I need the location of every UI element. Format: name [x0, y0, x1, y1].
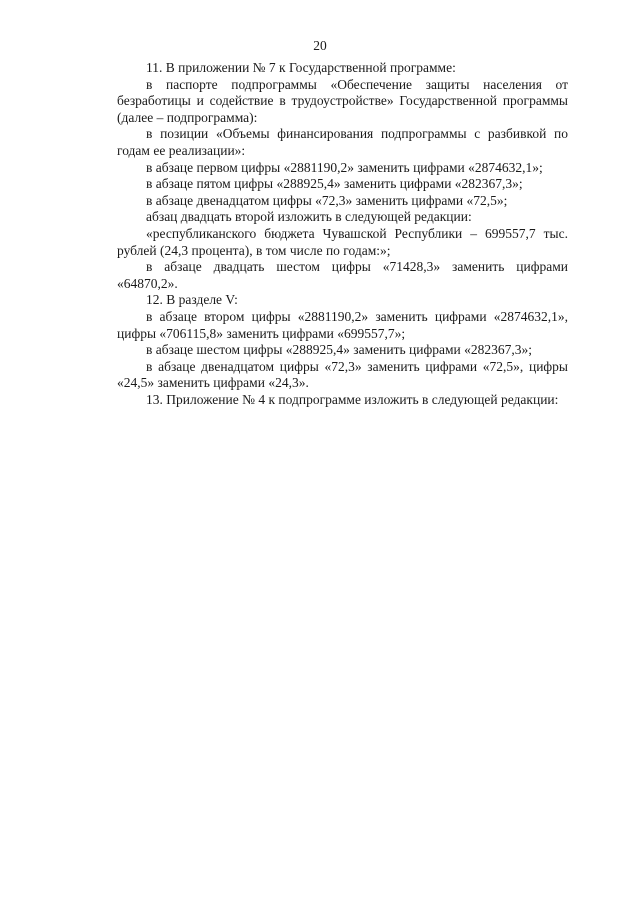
page-number: 20: [313, 38, 327, 53]
paragraph-sixth-abzac: в абзаце шестом цифры «288925,4» заменить цифрами «282367,3»;: [146, 342, 532, 358]
paragraph-twenty-second-abzac: абзац двадцать второй изложить в следующей редакции:: [146, 209, 472, 225]
paragraph-second-abzac: в абзаце втором цифры «2881190,2» заменить цифрами «2874632,1», цифры «706115,8» заменить цифрами «699557,7»;: [117, 308, 568, 341]
document-body: [117, 60, 568, 408]
paragraph-first-abzac: в абзаце первом цифры «2881190,2» заменить цифрами «2874632,1»;: [146, 159, 543, 175]
paragraph-republican-budget: «республиканского бюджета Чувашской Республики – 699557,7 тыс. рублей (24,3 процента), в том числе по годам:»;: [117, 225, 568, 258]
paragraph-item-12: 12. В разделе V:: [146, 292, 238, 308]
paragraph-fifth-abzac: в абзаце пятом цифры «288925,4» заменить цифрами «282367,3»;: [146, 176, 523, 192]
paragraph-financing-position: в позиции «Объемы финансирования подпрограммы с разбивкой по годам ее реализации»:: [117, 126, 568, 158]
paragraph-passport-subprogram: в паспорте подпрограммы «Обеспечение защиты населения от безработицы и содействие в трудоустройстве» Государственной программы (далее – подпрограмма):: [117, 76, 568, 125]
paragraph-twelfth-abzac: в абзаце двенадцатом цифры «72,3» заменить цифрами «72,5»;: [146, 192, 508, 208]
paragraph-twelfth-abzac-section-v: в абзаце двенадцатом цифры «72,3» заменить цифрами «72,5», цифры «24,5» заменить цифрами «24,3».: [117, 358, 568, 391]
paragraph-item-11: 11. В приложении № 7 к Государственной программе:: [146, 60, 456, 75]
paragraph-twenty-sixth-abzac: в абзаце двадцать шестом цифры «71428,3» заменить цифрами «64870,2».: [117, 259, 568, 291]
paragraph-item-13: 13. Приложение № 4 к подпрограмме изложить в следующей редакции:: [146, 391, 559, 407]
